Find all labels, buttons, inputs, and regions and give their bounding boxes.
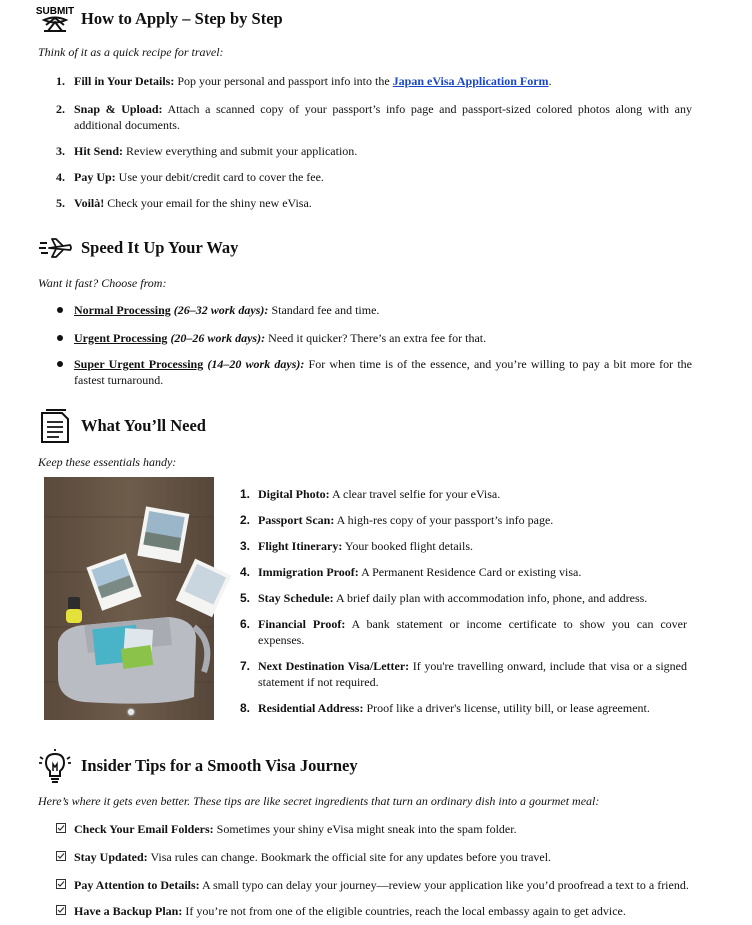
speed-option: Urgent Processing (20–26 work days): Need it quicker? There’s an extra fee for that.: [56, 330, 692, 346]
checkbox-icon: [56, 851, 66, 861]
need-intro: Keep these essentials handy:: [38, 455, 177, 469]
need-items: [240, 486, 687, 716]
apply-title: How to Apply – Step by Step: [81, 9, 283, 28]
need-item: 7. Next Destination Visa/Letter: If you're travelling onward, include that visa or a signed statement if not required.: [240, 659, 687, 689]
tip-item: Check Your Email Folders: Sometimes your shiny eVisa might sneak into the spam folder.: [56, 821, 692, 837]
document-icon: [38, 408, 72, 444]
speed-options: [56, 302, 692, 388]
speed-intro: Want it fast? Choose from:: [38, 276, 167, 290]
checkbox-icon: [56, 823, 66, 833]
checkbox-icon: [56, 879, 66, 889]
tip-item: Pay Attention to Details: A small typo can delay your journey—review your application like you’d proofread a text to a friend.: [56, 877, 692, 893]
tips-title: Insider Tips for a Smooth Visa Journey: [81, 756, 358, 775]
apply-step: 5. Voilà! Check your email for the shiny new eVisa.: [56, 196, 312, 210]
tips-intro: Here’s where it gets even better. These tips are like secret ingredients that turn an ordinary dish into a gourmet meal:: [38, 794, 600, 808]
checkbox-icon: [56, 905, 66, 915]
submit-icon-text: SUBMIT: [35, 6, 75, 17]
need-item: 8. Residential Address: Proof like a driver's license, utility bill, or lease agreement.: [240, 701, 650, 715]
need-item: 6. Financial Proof: A bank statement or income certificate to show you can cover expenses.: [240, 617, 687, 647]
tip-item: Have a Backup Plan: If you’re not from one of the eligible countries, reach the local embassy again to get advice.: [56, 903, 692, 919]
need-title: What You’ll Need: [81, 416, 206, 435]
tips-items: [56, 821, 692, 919]
apply-heading: [35, 4, 283, 34]
submit-icon: [35, 4, 75, 34]
need-item: 3. Flight Itinerary: Your booked flight details.: [240, 539, 473, 553]
apply-intro: Think of it as a quick recipe for travel:: [38, 45, 224, 59]
need-heading: [38, 408, 206, 444]
need-item: 5. Stay Schedule: A brief daily plan with accommodation info, phone, and address.: [240, 591, 648, 605]
lightbulb-icon: [38, 749, 72, 783]
need-item: 2. Passport Scan: A high-res copy of your passport’s info page.: [240, 513, 554, 527]
need-item: 4. Immigration Proof: A Permanent Residence Card or existing visa.: [240, 565, 582, 579]
speed-title: Speed It Up Your Way: [81, 238, 239, 257]
travel-photo: [44, 477, 214, 720]
apply-steps: [56, 73, 692, 211]
tip-item: Stay Updated: Visa rules can change. Bookmark the official site for any updates before you travel.: [56, 849, 692, 865]
apply-step: 1. Fill in Your Details: Pop your personal and passport info into the Japan eVisa Application Form.: [56, 74, 552, 88]
speed-heading: [38, 236, 238, 260]
evisa-form-link[interactable]: Japan eVisa Application Form: [392, 74, 549, 88]
apply-step: 2. Snap & Upload: Attach a scanned copy of your passport’s info page and passport-sized colored photos along with any additional documents.: [56, 102, 692, 132]
speed-option: Normal Processing (26–32 work days): Standard fee and time.: [56, 302, 692, 318]
need-item: 1. Digital Photo: A clear travel selfie for your eVisa.: [240, 487, 501, 501]
apply-step: 3. Hit Send: Review everything and submit your application.: [56, 144, 358, 158]
airplane-icon: [38, 236, 72, 260]
speed-option: Super Urgent Processing (14–20 work days): For when time is of the essence, and you’re willing to pay a bit more for the fastest turnaround.: [56, 356, 692, 388]
apply-step: 4. Pay Up: Use your debit/credit card to cover the fee.: [56, 170, 324, 184]
tips-heading: [38, 749, 358, 783]
